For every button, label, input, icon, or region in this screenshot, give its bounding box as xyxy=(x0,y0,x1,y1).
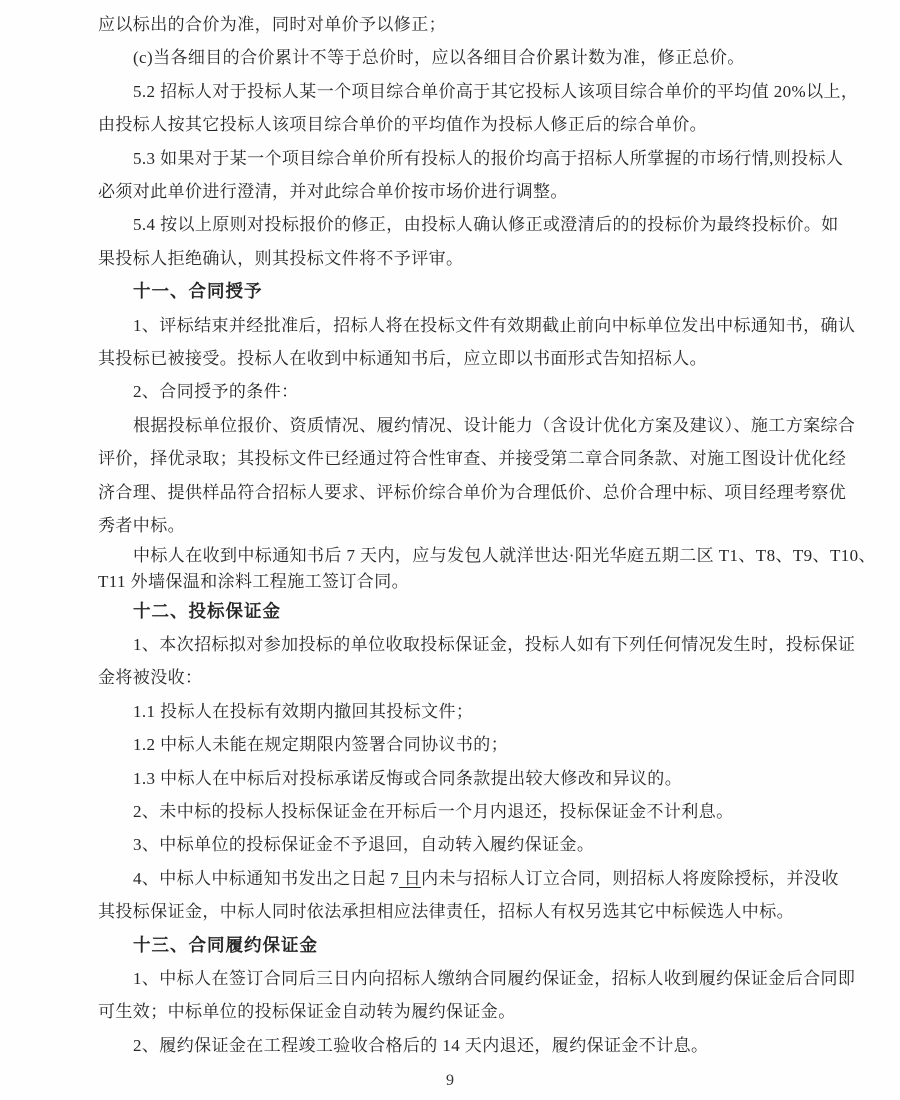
text-line: 其投标保证金，中标人同时依法承担相应法律责任，招标人有权另选其它中标候选人中标。 xyxy=(98,902,794,922)
text-line: 评价，择优录取；其投标文件已经通过符合性审查、并接受第二章合同条款、对施工图设计优化经 xyxy=(98,449,847,469)
text-line: 应以标出的合价为准，同时对单价予以修正； xyxy=(98,15,446,34)
section-heading: 十一、合同授予 xyxy=(133,281,263,302)
text-line: T11 外墙保温和涂料工程施工签订合同。 xyxy=(98,571,410,591)
text-line: 1.1 投标人在投标有效期内撤回其投标文件； xyxy=(133,701,474,721)
text-line: 2、合同授予的条件： xyxy=(133,382,299,402)
text-line: 济合理、提供样品符合招标人要求、评标价综合单价为合理低价、总价合理中标、项目经理考察优 xyxy=(98,482,847,502)
text-line: 秀者中标。 xyxy=(98,516,185,536)
text-line: 由投标人按其它投标人该项目综合单价的平均值作为投标人修正后的综合单价。 xyxy=(98,115,707,135)
text-line: 1.2 中标人未能在规定期限内签署合同协议书的； xyxy=(133,735,509,755)
text-line: 2、履约保证金在工程竣工验收合格后的 14 天内退还，履约保证金不计息。 xyxy=(133,1035,709,1055)
page-number: 9 xyxy=(446,1072,454,1089)
text-line: 5.3 如果对于某一个项目综合单价所有投标人的报价均高于招标人所掌握的市场行情,则投标人 xyxy=(133,148,844,168)
text-line: 2、未中标的投标人投标保证金在开标后一个月内退还，投标保证金不计利息。 xyxy=(133,801,734,821)
text-line: 1.3 中标人在中标后对投标承诺反悔或合同条款提出较大修改和异议的。 xyxy=(133,768,683,788)
text-line: 5.4 按以上原则对投标报价的修正，由投标人确认修正或澄清后的的投标价为最终投标价。如 xyxy=(133,215,839,235)
text-line: 必须对此单价进行澄清，并对此综合单价按市场价进行调整。 xyxy=(98,182,568,202)
text-line: 1、本次招标拟对参加投标的单位收取投标保证金，投标人如有下列任何情况发生时，投标保证 xyxy=(133,634,856,654)
text-line: 金将被没收： xyxy=(98,668,203,688)
text-line: 其投标已被接受。投标人在收到中标通知书后，应立即以书面形式告知招标人。 xyxy=(98,349,707,369)
document-body xyxy=(98,8,876,1062)
section-heading: 十三、合同履约保证金 xyxy=(133,934,318,955)
text-line: 5.2 招标人对于投标人某一个项目综合单价高于其它投标人该项目综合单价的平均值 20%以上， xyxy=(133,81,859,101)
text-line: 1、中标人在签订合同后三日内向招标人缴纳合同履约保证金，招标人收到履约保证金后合同即 xyxy=(133,968,856,988)
text-segment: 4、中标人中标通知书发出之日起 7 xyxy=(133,868,400,888)
section-heading: 十二、投标保证金 xyxy=(133,600,281,621)
text-line: 果投标人拒绝确认，则其投标文件将不予评审。 xyxy=(98,248,464,268)
text-line: 根据投标单位报价、资质情况、履约情况、设计能力（含设计优化方案及建议）、施工方案综合 xyxy=(133,415,856,435)
text-line: (c)当各细目的合价累计不等于总价时，应以各细目合价累计数为准，修正总价。 xyxy=(133,48,745,68)
text-segment: 内未与招标人订立合同，则招标人将废除授标，并没收 xyxy=(421,868,839,888)
text-line: 中标人在收到中标通知书后 7 天内，应与发包人就洋世达·阳光华庭五期二区 T1、T8、T9、T10、 xyxy=(133,545,876,565)
text-line xyxy=(98,862,839,895)
text-line: 3、中标单位的投标保证金不予退回，自动转入履约保证金。 xyxy=(133,835,595,855)
text-line: 1、评标结束并经批准后，招标人将在投标文件有效期截止前向中标单位发出中标通知书，确认 xyxy=(133,315,856,335)
underlined-text: 日 xyxy=(399,868,422,888)
text-line: 可生效；中标单位的投标保证金自动转为履约保证金。 xyxy=(98,1002,516,1022)
